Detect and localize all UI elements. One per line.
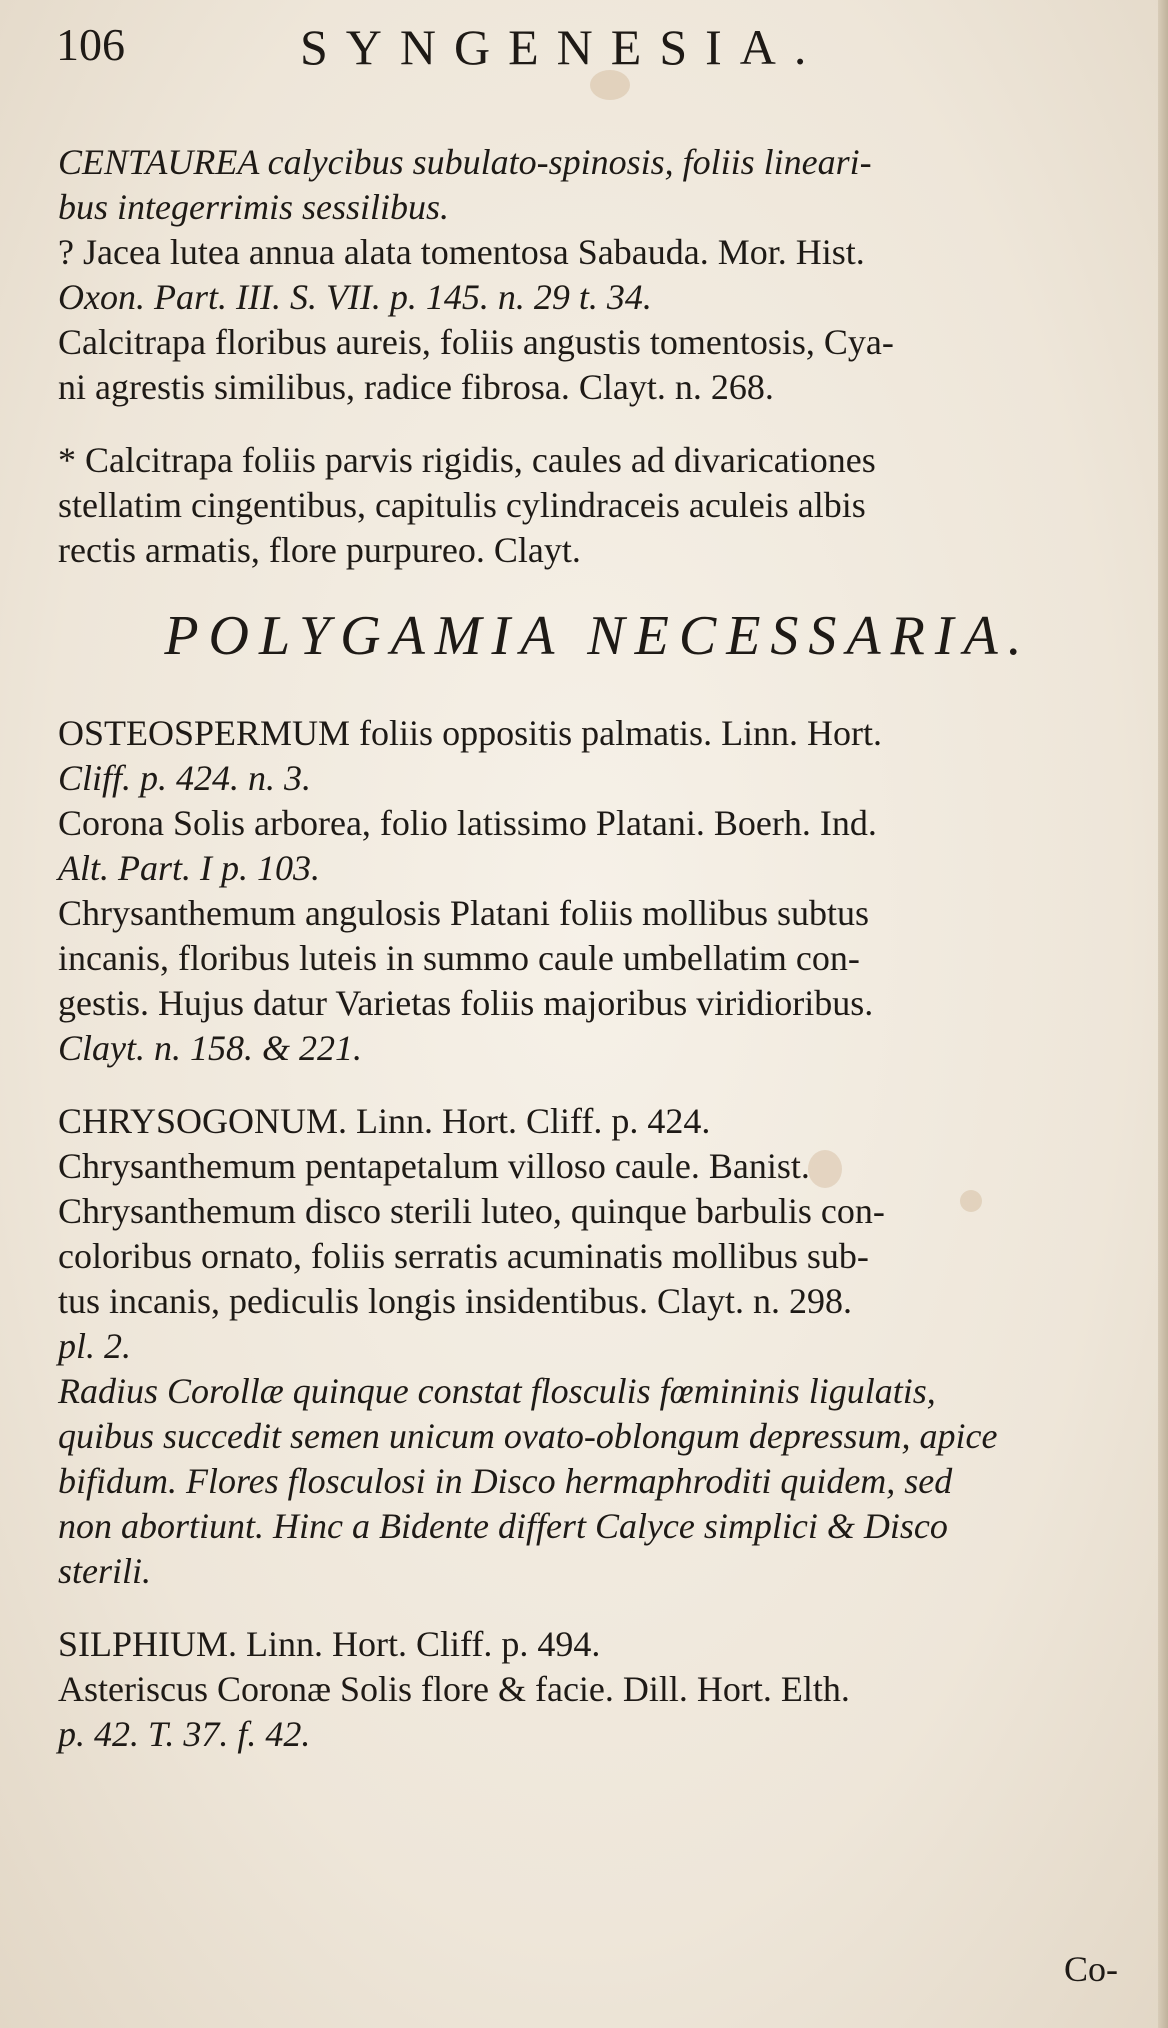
text-line: gestis. Hujus datur Varietas foliis majoribus viridioribus. (58, 983, 874, 1023)
text-line: * Calcitrapa foliis parvis rigidis, caules ad divaricationes (58, 440, 876, 480)
entry-chrysogonum (58, 1099, 1138, 1594)
text-line: tus incanis, pediculis longis insidentibus. Clayt. n. 298. (58, 1281, 852, 1321)
text-line: bus integerrimis sessilibus. (58, 187, 450, 227)
entry-calcitrapa (58, 438, 1138, 573)
entry-osteospermum (58, 711, 1138, 1071)
text-line: Chrysanthemum disco sterili luteo, quinque barbulis con- (58, 1191, 885, 1231)
entry-silphium (58, 1622, 1138, 1757)
text-line: Cliff. p. 424. n. 3. (58, 758, 312, 798)
text-line: quibus succedit semen unicum ovato-oblongum depressum, apice (58, 1416, 998, 1456)
text-line: CHRYSOGONUM. Linn. Hort. Cliff. p. 424. (58, 1101, 711, 1141)
page-body (58, 140, 1138, 1785)
entry-centaurea (58, 140, 1138, 410)
text-line: incanis, floribus luteis in summo caule umbellatim con- (58, 938, 860, 978)
text-line: Alt. Part. I p. 103. (58, 848, 320, 888)
text-line: bifidum. Flores flosculosi in Disco hermaphroditi quidem, sed (58, 1461, 953, 1501)
text-line: rectis armatis, flore purpureo. Clayt. (58, 530, 581, 570)
text-line: Asteriscus Coronæ Solis flore & facie. Dill. Hort. Elth. (58, 1669, 850, 1709)
page-edge (1158, 0, 1168, 2028)
running-head-title: SYNGENESIA. (300, 19, 825, 75)
text-line: sterili. (58, 1551, 152, 1591)
text-line: Corona Solis arborea, folio latissimo Platani. Boerh. Ind. (58, 803, 877, 843)
text-line: Oxon. Part. III. S. VII. p. 145. n. 29 t. 34. (58, 277, 652, 317)
text-line: ni agrestis similibus, radice fibrosa. Clayt. n. 268. (58, 367, 774, 407)
text-line: coloribus ornato, foliis serratis acuminatis mollibus sub- (58, 1236, 869, 1276)
text-line: OSTEOSPERMUM foliis oppositis palmatis. Linn. Hort. (58, 713, 883, 753)
text-line: Calcitrapa floribus aureis, foliis angustis tomentosis, Cya- (58, 322, 894, 362)
text-line: Chrysanthemum pentapetalum villoso caule. Banist. (58, 1146, 810, 1186)
running-head (56, 18, 1128, 78)
text-line: non abortiunt. Hinc a Bidente differt Calyce simplici & Disco (58, 1506, 948, 1546)
text-line: CENTAUREA calycibus subulato-spinosis, foliis lineari- (58, 142, 872, 182)
section-heading: POLYGAMIA NECESSARIA. (164, 605, 1032, 667)
text-line: SILPHIUM. Linn. Hort. Cliff. p. 494. (58, 1624, 601, 1664)
text-line: ? Jacea lutea annua alata tomentosa Sabauda. Mor. Hist. (58, 232, 865, 272)
catchword: Co- (1064, 1949, 1118, 1989)
text-line: Clayt. n. 158. & 221. (58, 1028, 362, 1068)
page-number: 106 (56, 19, 125, 70)
text-line: stellatim cingentibus, capitulis cylindraceis aculeis albis (58, 485, 866, 525)
text-line: p. 42. T. 37. f. 42. (58, 1714, 311, 1754)
text-line: pl. 2. (58, 1326, 132, 1366)
text-line: Radius Corollæ quinque constat flosculis fœmininis ligulatis, (58, 1371, 936, 1411)
text-line: Chrysanthemum angulosis Platani foliis mollibus subtus (58, 893, 870, 933)
